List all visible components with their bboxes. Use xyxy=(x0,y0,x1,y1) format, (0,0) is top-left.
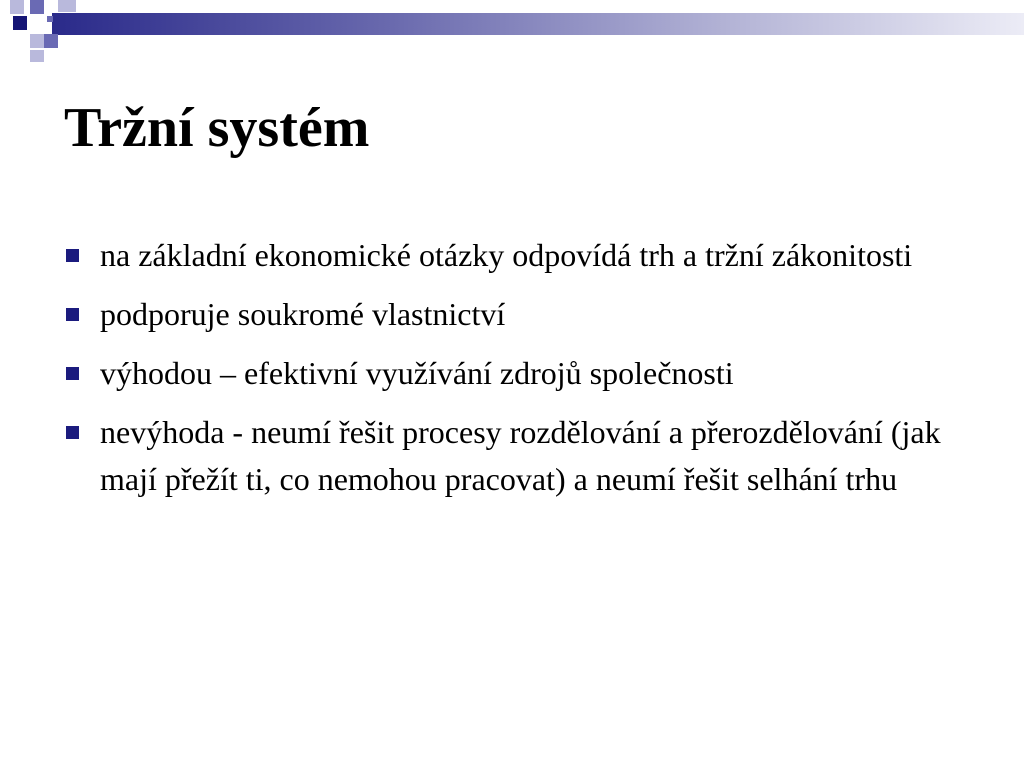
slide-title: Tržní systém xyxy=(64,97,370,159)
bullet-list xyxy=(62,232,962,515)
bullet-item xyxy=(62,350,962,397)
decor-square xyxy=(10,0,24,14)
bullet-text: výhodou – efektivní využívání zdrojů společnosti xyxy=(100,355,734,391)
decor-square xyxy=(30,50,44,62)
square-bullet-icon xyxy=(66,308,79,321)
decor-square xyxy=(47,16,53,22)
header-gradient-band xyxy=(52,13,1024,35)
decor-square xyxy=(58,0,76,12)
bullet-text: nevýhoda - neumí řešit procesy rozdělování a přerozdělování (jak mají přežít ti, co nemohou pracovat) a neumí řešit selhání trhu xyxy=(100,414,941,497)
square-bullet-icon xyxy=(66,249,79,262)
square-bullet-icon xyxy=(66,367,79,380)
decor-square xyxy=(30,0,44,14)
bullet-item xyxy=(62,291,962,338)
bullet-item xyxy=(62,232,962,279)
decor-square xyxy=(30,34,44,48)
decor-square xyxy=(13,16,27,30)
square-bullet-icon xyxy=(66,426,79,439)
decor-square xyxy=(44,34,58,48)
bullet-text: na základní ekonomické otázky odpovídá trh a tržní zákonitosti xyxy=(100,237,913,273)
bullet-item xyxy=(62,409,962,503)
bullet-text: podporuje soukromé vlastnictví xyxy=(100,296,506,332)
